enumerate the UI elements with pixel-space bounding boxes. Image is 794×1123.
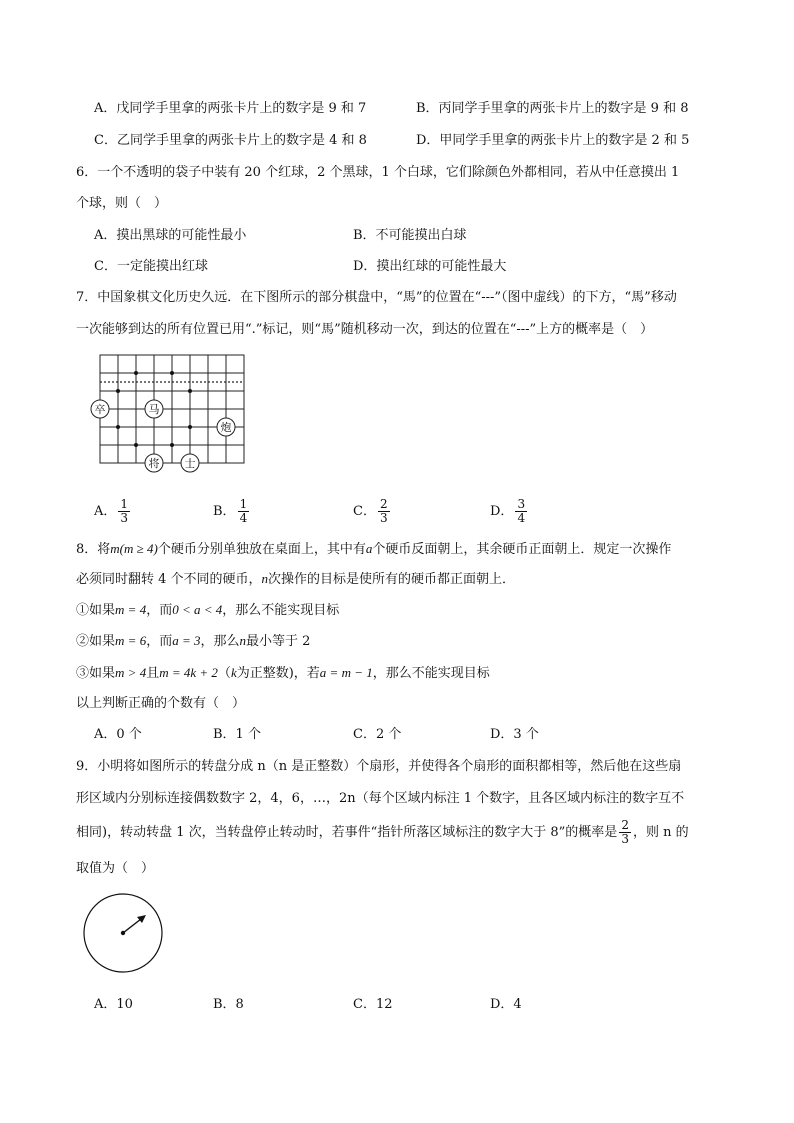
q8-statement-2: ②如果m = 6，而a = 3，那么n最小等于 2 xyxy=(76,633,311,649)
q6-option-d: D．摸出红球的可能性最大 xyxy=(353,259,507,274)
q9-stem-line1: 9．小明将如图所示的转盘分成 n（n 是正整数）个扇形，并使得各个扇形的面积都相等，然后他在这些扇 xyxy=(76,759,682,774)
q8-option-c: C．2 个 xyxy=(353,727,402,742)
q5-option-a: A．戊同学手里拿的两张卡片上的数字是 9 和 7 xyxy=(94,101,367,116)
q8-stem-line2: 必须同时翻转 4 个不同的硬币，n次操作的目标是使所有的硬币都正面朝上． xyxy=(76,571,516,587)
q6-option-c: C．一定能摸出红球 xyxy=(94,259,208,274)
piece-jiang: 将 xyxy=(148,457,160,470)
q9-stem-line3: 相同)，转动转盘 1 次，当转盘停止转动时，若事件“指针所落区域标注的数字大于 8”的概率是 $\frac{2}{3}$ ，则 n 的 xyxy=(76,818,689,846)
q7-stem-line2: 一次能够到达的所有位置已用“.”标记，则“馬”随机移动一次，到达的位置在“---”上方的概率是（ ） xyxy=(76,322,654,337)
q9-option-b: B．8 xyxy=(213,997,244,1012)
q5-option-d: D．甲同学手里拿的两张卡片上的数字是 2 和 5 xyxy=(416,133,690,148)
q8-option-b: B．1 个 xyxy=(213,727,261,742)
q9-stem-line4: 取值为（ ） xyxy=(76,861,155,876)
q7-stem-line1: 7．中国象棋文化历史久远．在下图所示的部分棋盘中，“馬”的位置在“---”（图中虚线）的下方，“馬”移动 xyxy=(76,290,677,305)
q8-statement-1: ①如果m = 4，而0 < a < 4，那么不能实现目标 xyxy=(76,602,340,618)
spinner-pointer xyxy=(123,919,141,933)
q7-option-b: B． $\frac{1}{4}$ xyxy=(213,497,248,525)
chess-board-figure xyxy=(84,350,254,478)
q9-option-c: C．12 xyxy=(353,997,393,1012)
q6-option-a: A．摸出黑球的可能性最小 xyxy=(94,228,247,243)
q5-option-c: C．乙同学手里拿的两张卡片上的数字是 4 和 8 xyxy=(94,133,367,148)
piece-zu: 卒 xyxy=(94,403,106,416)
q9-option-d: D．4 xyxy=(490,997,522,1012)
q7-option-a: A． $\frac{1}{3}$ xyxy=(94,497,129,525)
piece-pao: 炮 xyxy=(220,421,232,434)
q5-option-b: B．丙同学手里拿的两张卡片上的数字是 9 和 8 xyxy=(416,101,689,116)
q7-option-c: C． $\frac{2}{3}$ xyxy=(353,497,388,525)
q9-option-a: A．10 xyxy=(94,997,133,1012)
q8-question: 以上判断正确的个数有（ ） xyxy=(76,696,246,711)
q8-option-a: A．0 个 xyxy=(94,727,142,742)
piece-shi: 士 xyxy=(184,457,196,470)
q8-option-d: D．3 个 xyxy=(490,727,539,742)
piece-ma: 马 xyxy=(148,403,160,416)
q6-stem-line1: 6．一个不透明的袋子中装有 20 个红球，2 个黑球，1 个白球，它们除颜色外都相同，若从中任意摸出 1 xyxy=(76,165,680,180)
q7-option-d: D． $\frac{3}{4}$ xyxy=(490,497,526,525)
spinner-figure xyxy=(82,892,166,976)
q6-option-b: B．不可能摸出白球 xyxy=(353,228,467,243)
q8-statement-3: ③如果m > 4且m = 4k + 2（k为正整数)，若a = m − 1，那么不能实现目标 xyxy=(76,665,490,681)
q6-stem-line2: 个球，则（ ） xyxy=(76,196,168,211)
q8-stem-line1: 8．将m(m ≥ 4)个硬币分别单独放在桌面上，其中有a个硬币反面朝上，其余硬币正面朝上．规定一次操作 xyxy=(76,541,672,557)
q9-stem-line2: 形区域内分别标连接偶数数字 2，4，6，…，2n（每个区域内标注 1 个数字，且各区域内标注的数字互不 xyxy=(76,791,685,806)
